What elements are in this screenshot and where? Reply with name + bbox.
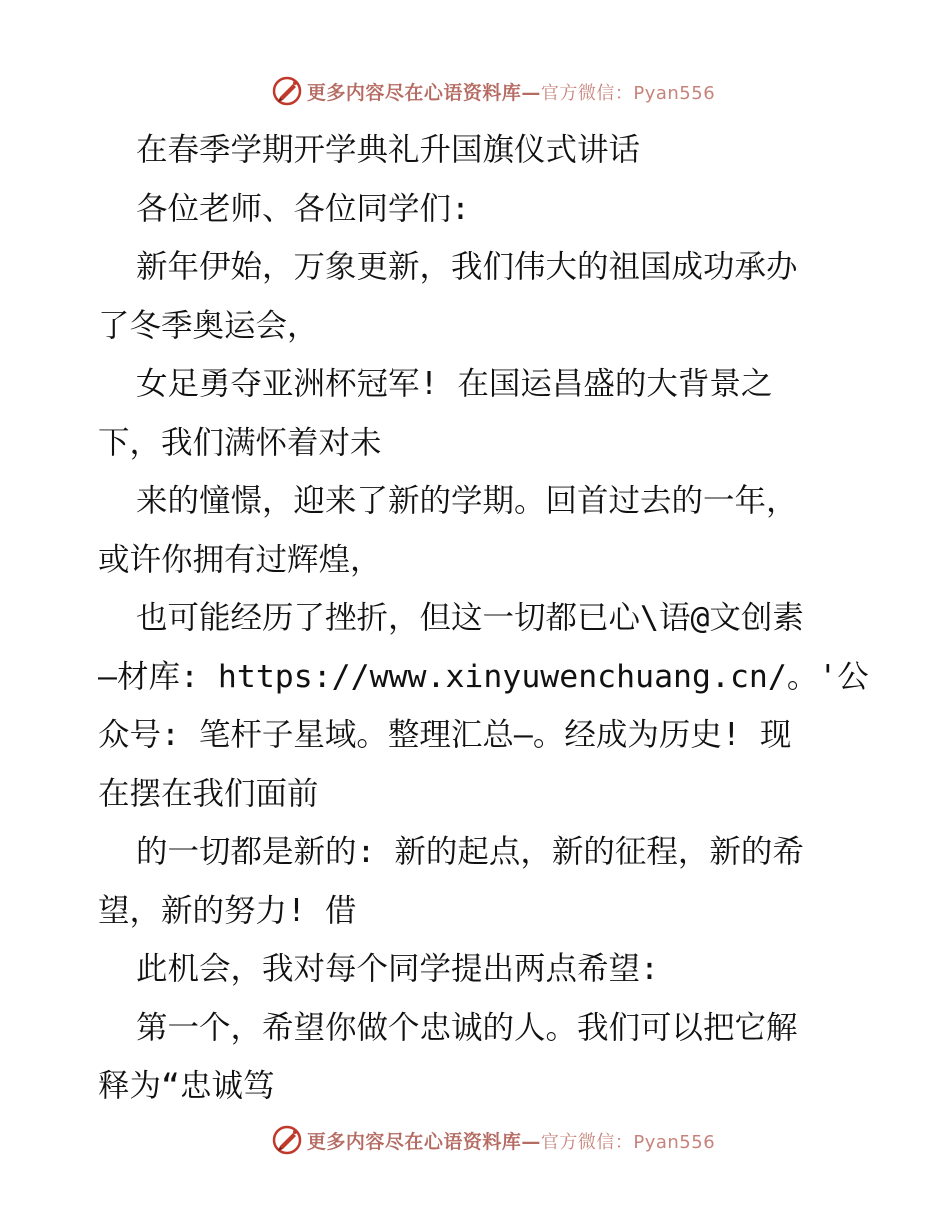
document-line: 的一切都是新的: 新的起点，新的征程，新的希 bbox=[136, 834, 804, 870]
header-site-text: 更多内容尽在心语资料库— bbox=[306, 81, 541, 104]
header-banner-text bbox=[307, 78, 715, 105]
document-line: 各位老师、各位同学们: bbox=[136, 190, 470, 227]
document-line: 女足勇夺亚洲杯冠军! 在国运昌盛的大背景之 bbox=[136, 366, 773, 402]
pen-logo-icon bbox=[271, 1124, 303, 1156]
document-line: 也可能经历了挫折，但这一切都已心\语@文创素 bbox=[136, 600, 804, 636]
footer-banner-text bbox=[307, 1127, 715, 1154]
document-line: 在春季学期开学典礼升国旗仪式讲话 bbox=[136, 132, 641, 168]
header-banner-inner bbox=[271, 75, 715, 107]
document-body bbox=[98, 121, 869, 1116]
document-line: —材库: https://www.xinyuwenchuang.cn/。'公 bbox=[98, 658, 869, 695]
document-line: 望，新的努力! 借 bbox=[98, 892, 357, 929]
header-wechat-text: 官方微信：Pyan556 bbox=[540, 82, 716, 104]
footer-banner bbox=[0, 1123, 950, 1157]
document-line: 新年伊始，万象更新，我们伟大的祖国成功承办 bbox=[136, 249, 798, 285]
document-line: 或许你拥有过辉煌， bbox=[98, 541, 382, 578]
footer-banner-inner bbox=[271, 1124, 715, 1156]
document-line: 第一个，希望你做个忠诚的人。我们可以把它解 bbox=[136, 1009, 798, 1046]
document-line: 了冬季奥运会， bbox=[98, 307, 319, 344]
document-line: 此机会，我对每个同学提出两点希望: bbox=[136, 951, 659, 987]
document-line: 下，我们满怀着对未 bbox=[98, 424, 382, 461]
footer-site-text: 更多内容尽在心语资料库— bbox=[306, 1130, 541, 1153]
pen-logo-icon bbox=[271, 75, 303, 107]
footer-wechat-text: 官方微信：Pyan556 bbox=[540, 1131, 716, 1153]
document-line: 释为“忠诚笃 bbox=[98, 1068, 275, 1104]
document-line: 在摆在我们面前 bbox=[98, 775, 319, 812]
header-banner bbox=[0, 74, 950, 108]
document-line: 来的憧憬，迎来了新的学期。回首过去的一年， bbox=[136, 483, 798, 519]
document-line: 众号: 笔杆子星域。整理汇总—。经成为历史! 现 bbox=[98, 717, 792, 753]
